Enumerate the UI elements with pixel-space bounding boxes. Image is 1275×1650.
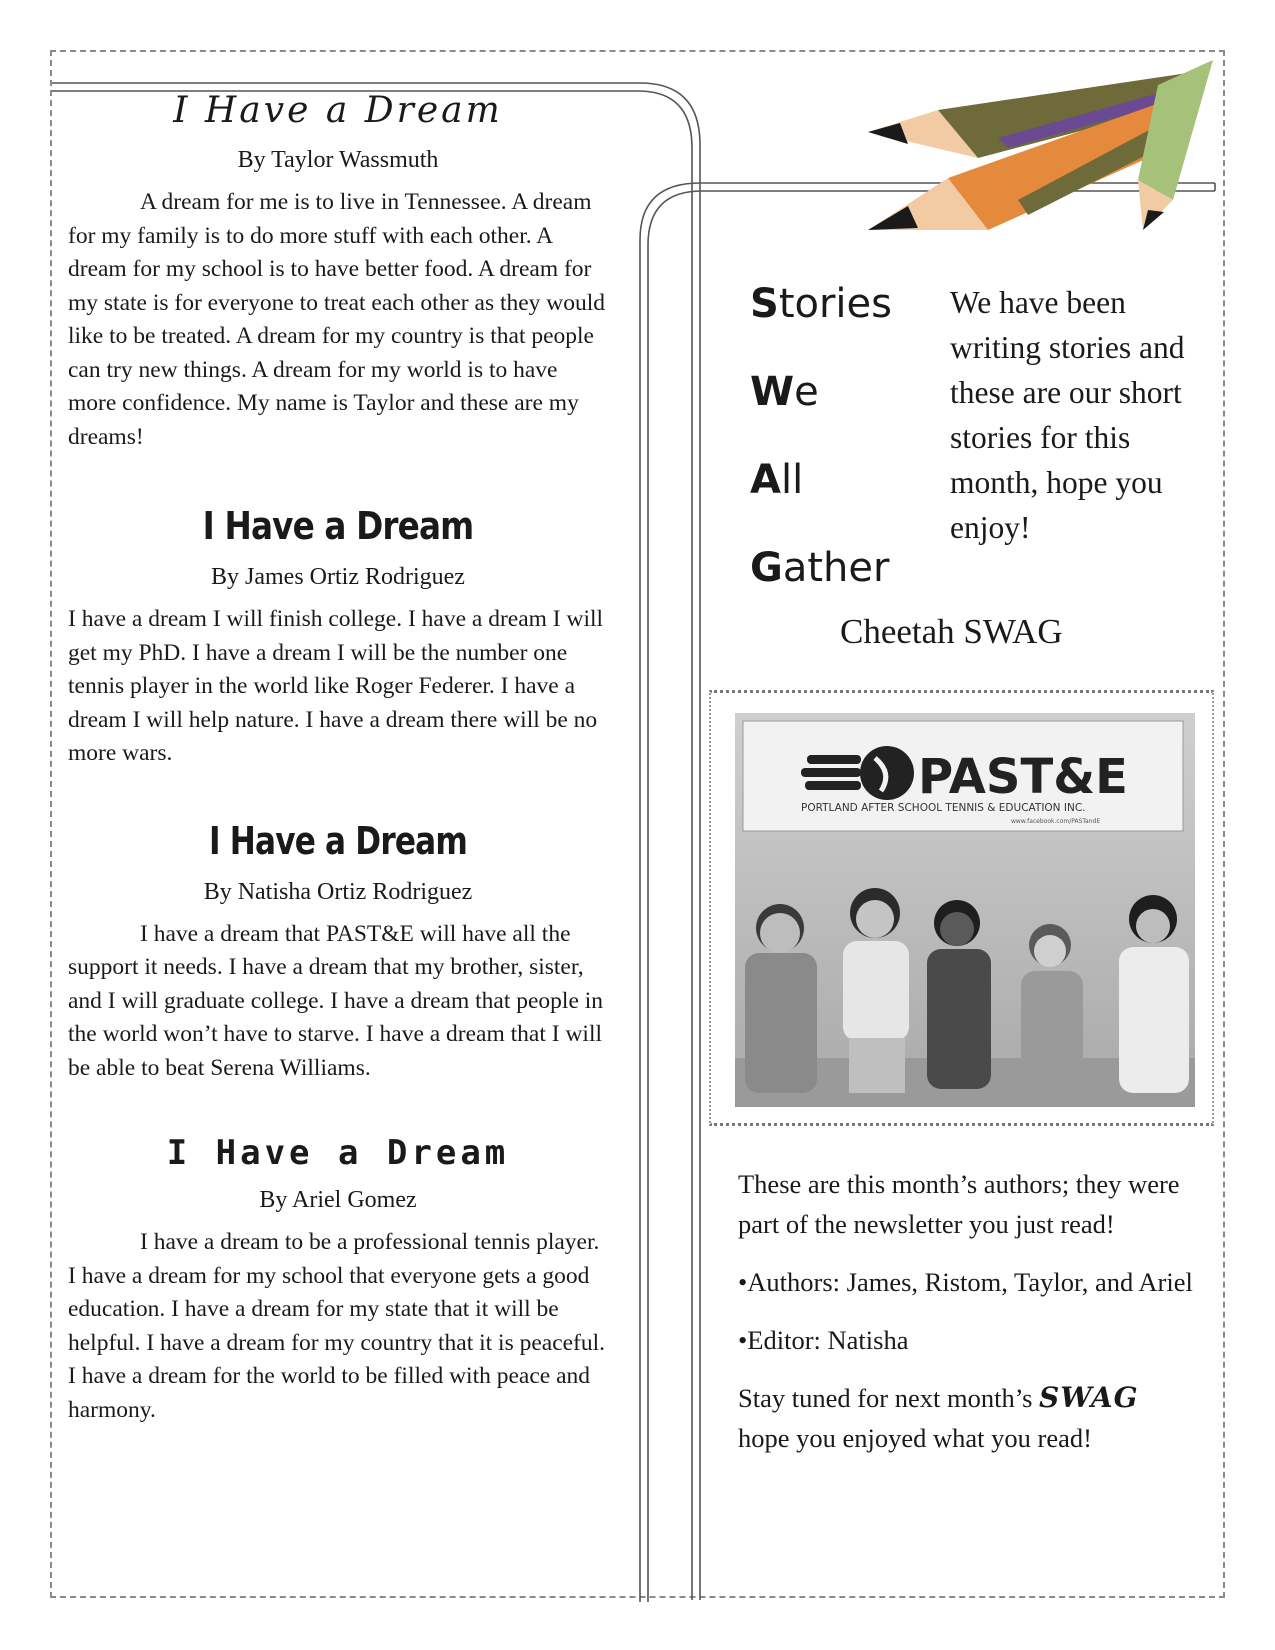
pencils-illustration [868, 60, 1228, 260]
article-natisha [68, 819, 608, 1086]
acronym-rest: tories [778, 281, 892, 327]
newsletter-name: Cheetah SWAG [840, 612, 1063, 651]
acronym-initial: G [750, 545, 783, 591]
article-taylor [68, 90, 608, 454]
articles-column [68, 90, 608, 1427]
article-title: I Have a Dream [208, 818, 468, 863]
article-james [68, 504, 608, 771]
acronym-word [750, 282, 940, 370]
article-byline: By Ariel Gomez [259, 1187, 417, 1213]
article-body: I have a dream that PAST&E will have all the support it needs. I have a dream that my brother, sister, and I will graduate college. I have a dream that people in the world won’t have to starve. I have a dream that I will be able to beat Serena Williams. [68, 920, 604, 1081]
banner-logo-text: PAST&E [918, 749, 1128, 805]
banner-url: www.facebook.com/PASTandE [1011, 818, 1101, 825]
acronym-initial: A [750, 457, 781, 503]
closing-line [738, 1378, 1208, 1458]
authors-intro: These are this month’s authors; they were part of the newsletter you just read! [738, 1169, 1180, 1239]
article-title: I Have a Dream [173, 90, 503, 131]
closing-text: Stay tuned for next month’s [738, 1383, 1040, 1413]
acronym-rest: ather [782, 545, 890, 591]
authors-box [738, 1164, 1208, 1476]
acronym-initial: S [750, 281, 779, 327]
article-byline: By Natisha Ortiz Rodriguez [203, 878, 473, 905]
article-byline: By James Ortiz Rodriguez [211, 564, 465, 590]
swag-word: SWAG [1039, 1381, 1139, 1414]
intro-text: We have been writing stories and these are our short stories for this month, hope you enjoy! [950, 285, 1185, 545]
acronym-rest: ll [780, 457, 804, 503]
editor-line: •Editor: Natisha [738, 1325, 909, 1355]
closing-text-2: hope you enjoyed what you read! [738, 1423, 1092, 1453]
article-ariel [68, 1133, 608, 1427]
authors-list: •Authors: James, Ristom, Taylor, and Ariel [738, 1267, 1193, 1297]
acronym-word [750, 458, 940, 546]
article-title: I Have a Dream [166, 1133, 510, 1173]
group-photo [735, 713, 1195, 1107]
photo-frame [709, 690, 1214, 1126]
acronym-rest: e [794, 369, 819, 415]
article-body: I have a dream to be a professional tennis player. I have a dream for my school that everyone gets a good education. I have a dream for my state that it will be helpful. I have a dream for my country that it is peaceful. I have a dream for the world to be filled with peace and harmony. [68, 1229, 606, 1423]
article-body: I have a dream I will finish college. I have a dream I will get my PhD. I have a dream I will be the number one tennis player in the world like Roger Federer. I have a dream I will help nature. I have a dream there will be no more wars. [68, 606, 604, 766]
article-byline: By Taylor Wassmuth [237, 147, 439, 173]
article-title: I Have a Dream [202, 504, 474, 548]
banner-subtitle: PORTLAND AFTER SCHOOL TENNIS & EDUCATION INC. [801, 802, 1086, 814]
acronym-word [750, 370, 940, 458]
article-body: A dream for me is to live in Tennessee. A dream for my family is to do more stuff with each other. A dream for my school is to have better food. A dream for my state is for everyone to treat each other as they would like to be treated. A dream for my country is that people can try new things. A dream for my world is to have more confidence. My name is Taylor and these are my dreams! [68, 189, 606, 450]
swag-acronym [750, 282, 940, 634]
acronym-initial: W [750, 369, 795, 415]
